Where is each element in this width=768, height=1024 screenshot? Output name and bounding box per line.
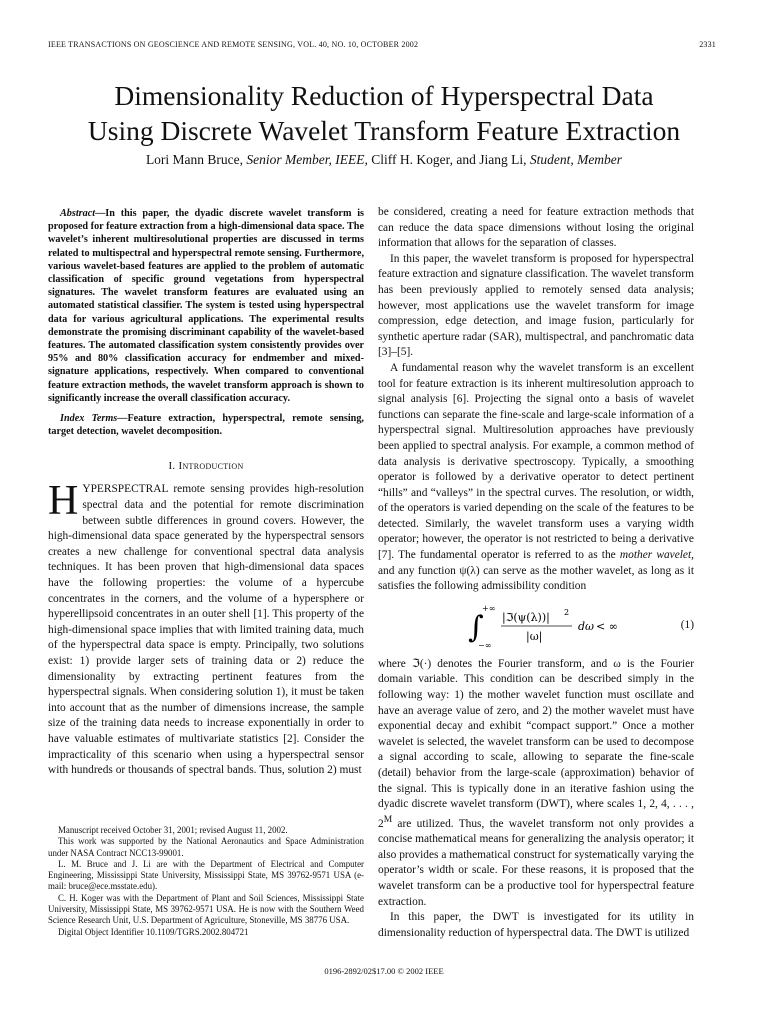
svg-text:< ∞: < ∞ xyxy=(596,619,618,633)
paragraph-continuation: be considered, creating a need for feature extraction methods that can reduce the data space dimensions without losing the original information that allows for the separation of classes. xyxy=(378,206,694,250)
equation-number: (1) xyxy=(680,618,694,631)
index-terms xyxy=(48,412,364,438)
abstract xyxy=(48,207,364,405)
svg-text:2: 2 xyxy=(564,607,570,617)
footnote-doi: Digital Object Identifier 10.1109/TGRS.2002.804721 xyxy=(58,926,249,937)
title-line-2: Using Discrete Wavelet Transform Feature Extraction xyxy=(87,115,681,146)
svg-text:|ℑ(ψ(λ))|: |ℑ(ψ(λ))| xyxy=(502,610,550,624)
section-heading: I. Introduction xyxy=(168,460,244,473)
footnotes xyxy=(48,825,364,938)
footnote-received: Manuscript received October 31, 2001; revised August 11, 2002. xyxy=(58,825,288,835)
paper-title xyxy=(20,78,748,148)
journal-name: IEEE TRANSACTIONS ON GEOSCIENCE AND REMOTE SENSING, VOL. 40, NO. 10, OCTOBER 2002 xyxy=(48,40,419,49)
right-column xyxy=(378,205,694,941)
svg-text:−∞: −∞ xyxy=(478,640,492,650)
drop-cap: H xyxy=(48,478,79,525)
paragraph-wavelet-intro: In this paper, the wavelet transform is proposed for hyperspectral feature extraction and signature classification. The wavelet transform has been previously applied to remotely sensed data analysis; however, most applications use the wavelet transform for image compression, edge detection, and image fusion, particularly for synthetic aperture radar (SAR), multispectral, and panchromatic data [3]–[5]. xyxy=(378,252,694,359)
author-1-role: Senior Member, IEEE, xyxy=(246,152,368,167)
footnote-affiliation-2: C. H. Koger was with the Department of Plant and Soil Sciences, Mississippi State University, Mississippi State, MS 39762-9571 USA. He is now with the Southern Weed Science Research Unit, U.S. Department of Agriculture, Stoneville, MS 38776 USA. xyxy=(48,892,364,926)
footnote-divider xyxy=(48,819,364,820)
left-column xyxy=(48,207,364,779)
intro-text: remote sensing provides high-resolution spectral data and the potential for remote discrimination between subtle differences in ground covers. However, the high-dimensional data space generated by the hyperspectral sensors creates a new challenge for conventional spectral data analysis techniques. It has been proven that high-dimensional data spaces have the following properties: the volume of a hypercube concentrates in the corners, and the volume of a hypersphere or hyperellipsoid concentrates in an outer shell [1]. This property of the high-dimensional space implies that with limited training data, much of the hyperspectral data space is empty. Principally, two solutions exist: 1) provide larger sets of training data or 2) reduce the dimensionality by extracting pertinent features from the hyperspectral signals. When considering solution 1), it must be taken into account that as the number of dimensions increase, the sample size of the training data needs to increase exponentially in order to have valuable estimates of multivariate statistics [2]. Consider the impracticality of this scenario when using a hyperspectral sensor with hundreds or thousands of spectral bands. Thus, solution 2) must xyxy=(48,483,364,777)
copyright-line: 0196-2892/02$17.00 © 2002 IEEE xyxy=(324,966,444,976)
abstract-text: —In this paper, the dyadic discrete wavelet transform is proposed for feature extraction from a high-dimensional data space. The wavelet’s inherent multiresolutional properties are discussed in terms related to multispectral and hyperspectral remote sensing. Furthermore, various wavelet-based features are applied to the problem of automatic classification of specific ground vegetations from hyperspectral signatures. The wavelet transform features are evaluated using an automated statistical classifier. The system is tested using hyperspectral data for various agricultural applications. The experimental results demonstrate the promising discriminant capability of the wavelet-based features. The automated classification system consistently provides over 95% and 80% classification accuracy for endmember and mixed-signature applications, respectively. When compared to conventional feature extraction methods, the wavelet transform approach is shown to significantly increase the overall classification accuracy. xyxy=(48,208,364,404)
intro-caps: YPERSPECTRAL xyxy=(82,483,169,496)
index-terms-text: —Feature extraction, hyperspectral, remote sensing, target detection, wavelet decomposition. xyxy=(48,413,364,438)
page-number: 2331 xyxy=(699,40,716,49)
svg-text:|ω|: |ω| xyxy=(526,629,543,643)
superscript-m: M xyxy=(383,814,393,825)
paragraph-fourier: where ℑ(·) denotes the Fourier transform, and ω is the Fourier domain variable. This condition can be described simply in the following way: 1) the mother wavelet function must oscillate and have an average value of zero, and 2) the mother wavelet must have exponential decay and exhibit “compact support.” Once a mother wavelet is selected, the wavelet transform can be used to decompose a signal according to scale, allowing to separate the fine-scale (detail) behavior from the large-scale (approximation) behavior of the signal. This is typically done in an iterative fashion using the dyadic discrete wavelet transform (DWT), where scales 1, 2, 4, . . . , $2^M$ are utilized. Thus, the wavelet transform not only provides a concise mathematical means for generalizing the analysis operator; it also provides a mathematical construct for systematically varying the operator’s width or scale. For these reasons, it is proposed that the wavelet transform can be a productive tool for hyperspectral feature extraction. xyxy=(378,657,694,908)
author-3-role: Student, Member xyxy=(529,152,623,167)
abstract-label: Abstract xyxy=(60,208,96,219)
svg-text:∫: ∫ xyxy=(468,609,484,645)
author-line xyxy=(20,152,748,168)
index-terms-label: Index Terms xyxy=(60,413,118,425)
footnote-affiliation-1: L. M. Bruce and J. Li are with the Department of Electrical and Computer Engineering, Mississippi State University, Mississippi State, MS 39762-9571 USA (e-mail: bruce@ece.msstate.edu). xyxy=(48,858,364,892)
footnote-funding: This work was supported by the National Aeronautics and Space Administration under NASA Contract NCC13-99001. xyxy=(48,836,364,858)
svg-text:dω: dω xyxy=(578,619,595,633)
author-1: Lori Mann Bruce, xyxy=(145,152,244,167)
equation-1 xyxy=(378,599,694,651)
paragraph-multiresolution: A fundamental reason why the wavelet transform is an excellent tool for feature extraction is its inherent multiresolution approach to signal analysis [6]. Projecting the signal onto a basis of wavelet functions can separate the fine-scale and large-scale information of a hyperspectral signal. Multiresolution approaches have previously been applied to spectral analysis. For example, a common method of data analysis is derivative spectroscopy. Typically, a smoothing operator is followed by a derivative operator to detect pertinent “hills” and “valleys” in the spectral curves. The resolution, or width, of the operators is varied depending on the scale of the features to be detected. Similarly, the wavelet transform uses a varying width operator; however, the operator is not restricted to being a derivative [7]. The fundamental operator is referred to as the mother wavelet, and any function ψ(λ) can serve as the mother wavelet, as long as it satisfies the following admissibility condition xyxy=(378,361,694,593)
intro-paragraph xyxy=(48,478,364,778)
running-header xyxy=(48,40,716,49)
author-2-3: Cliff H. Koger, and Jiang Li, xyxy=(371,152,527,167)
title-line-1: Dimensionality Reduction of Hyperspectral Data xyxy=(114,80,654,111)
svg-text:+∞: +∞ xyxy=(482,603,496,613)
paragraph-dwt: In this paper, the DWT is investigated for its utility in dimensionality reduction of hyperspectral data. The DWT is utilized xyxy=(378,911,694,939)
term-mother-wavelet: mother wavelet xyxy=(619,549,692,562)
admissibility-equation xyxy=(468,599,628,651)
